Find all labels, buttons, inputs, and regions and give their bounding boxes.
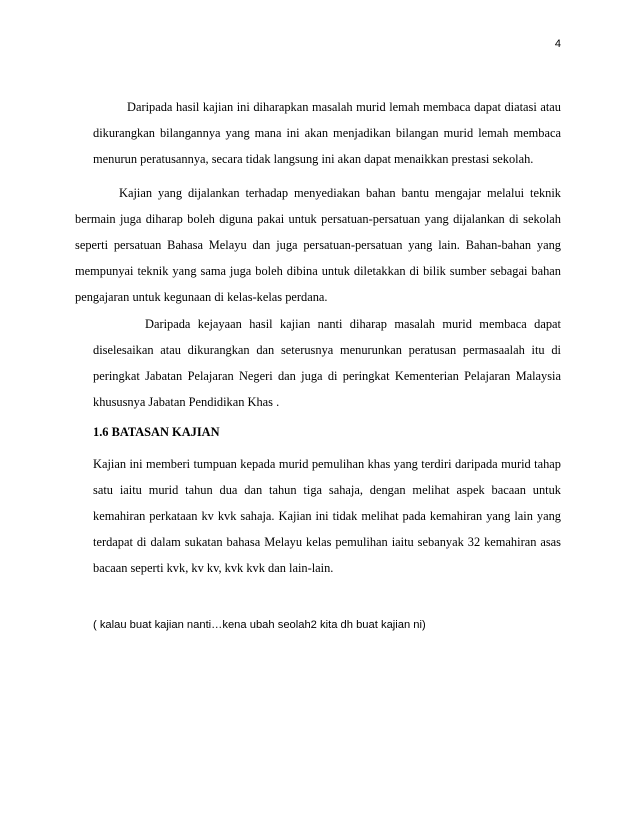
paragraph-research-limits: Kajian ini memberi tumpuan kepada murid pemulihan khas yang terdiri daripada murid tahap satu iaitu murid tahun dua dan tahun tiga sahaja, dengan melihat aspek bacaan untuk kemahiran perkataan kv kvk sahaja. Kajian ini tidak melihat pada kemahiran yang lain yang terdapat di dalam sukatan bahasa Melayu kelas pemulihan iaitu sebanyak 32 kemahiran asas bacaan seperti kvk, kv kv, kvk kvk dan lain-lain. [93, 457, 561, 575]
author-note: ( kalau buat kajian nanti…kena ubah seolah2 kita dh buat kajian ni) [93, 619, 426, 631]
section-heading: 1.6 BATASAN KAJIAN [93, 425, 220, 439]
paragraph-research-success: Daripada kejayaan hasil kajian nanti diharap masalah murid membaca dapat diselesaikan atau dikurangkan dan seterusnya menurunkan peratusan permasaalah itu di peringkat Jabatan Pelajaran Negeri dan juga di peringkat Kementerian Pelajaran Malaysia khususnya Jabatan Pendidikan Khas . [93, 317, 561, 409]
page-number: 4 [554, 38, 561, 50]
paragraph-expected-outcome: Daripada hasil kajian ini diharapkan masalah murid lemah membaca dapat diatasi atau dikurangkan bilangannya yang mana ini akan menjadikan bilangan murid lemah membaca menurun peratusannya, secara tidak langsung ini akan dapat menaikkan prestasi sekolah. [93, 100, 561, 166]
paragraph-teaching-materials: Kajian yang dijalankan terhadap menyediakan bahan bantu mengajar melalui teknik bermain juga diharap boleh diguna pakai untuk persatuan-persatuan yang dijalankan di sekolah seperti persatuan Bahasa Melayu dan juga persatuan-persatuan yang lain. Bahan-bahan yang mempunyai teknik yang sama juga boleh dibina untuk diletakkan di bilik sumber sebagai bahan pengajaran untuk kegunaan di kelas-kelas perdana. [75, 186, 561, 304]
